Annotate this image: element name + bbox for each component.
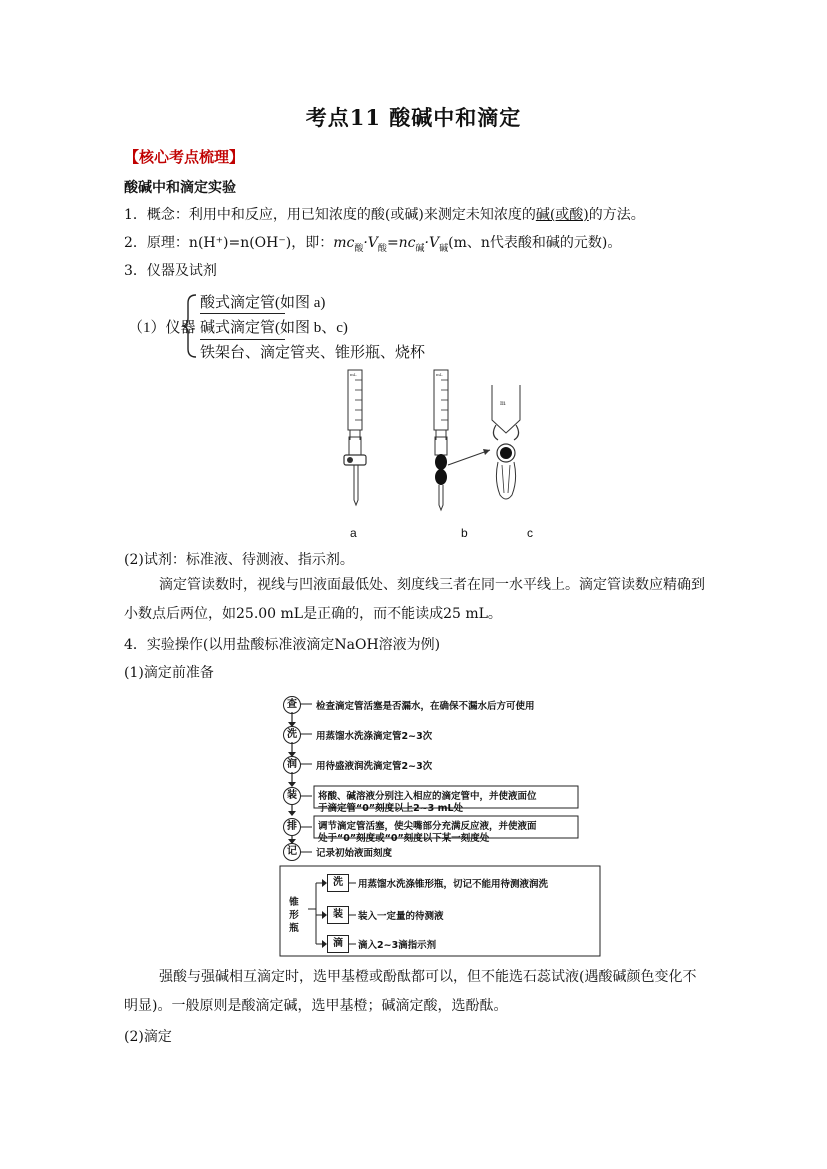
burette-figure xyxy=(330,365,560,525)
item-instruments: 3．仪器及试剂 xyxy=(124,263,217,279)
flask-wash-box: 洗 xyxy=(327,874,349,892)
sub-acid-1: 酸 xyxy=(354,243,364,254)
svg-text:mL: mL xyxy=(436,372,443,377)
indicator-paragraph: 强酸与强碱相互滴定时，选甲基橙或酚酞都可以，但不能选石蕊试液(遇酸碱颜色变化不明显)。一般原则是酸滴定碱，选甲基橙；碱滴定酸，选酚酞。 xyxy=(124,969,697,1014)
formula-v-acid: ·V xyxy=(363,235,378,251)
sub-base-2: 碱 xyxy=(439,243,449,254)
step-fill-circle: 装 xyxy=(283,787,301,805)
formula-v-base: ·V xyxy=(424,235,440,251)
concept-underlined: 碱(或酸) xyxy=(535,207,589,223)
flask-drop-box: 滴 xyxy=(327,935,349,953)
flask-label-3: 瓶 xyxy=(289,923,299,934)
figure-label-a: a xyxy=(350,526,357,540)
figure-label-b: b xyxy=(461,526,468,540)
underline-1 xyxy=(200,313,285,314)
svg-text:m: m xyxy=(500,400,506,407)
figure-label-c: c xyxy=(527,526,533,540)
concept-text: 1．概念：利用中和反应，用已知浓度的酸(或碱)来测定未知浓度的 xyxy=(124,207,536,223)
step-wash-circle: 洗 xyxy=(283,726,301,744)
item-operation: 4．实验操作(以用盐酸标准液滴定NaOH溶液为例) xyxy=(124,637,441,653)
base-burette-drawing xyxy=(434,370,490,510)
note-paragraph: 滴定管读数时，视线与凹液面最低处、刻度线三者在同一水平线上。滴定管读数应精确到小数点后两位，如25.00 mL是正确的，而不能读成25 mL。 xyxy=(124,577,705,622)
prep-heading: (1)滴定前准备 xyxy=(124,665,214,681)
sub-acid-2: 酸 xyxy=(377,243,387,254)
step-record-circle: 记 xyxy=(283,843,301,861)
instrument-base-burette: 碱式滴定管(如图 b、c) xyxy=(200,320,348,336)
item-principle xyxy=(124,233,621,259)
flask-fill-box: 装 xyxy=(327,906,349,924)
step-record-text: 记录初始液面刻度 xyxy=(316,848,393,859)
step-check-text: 检查滴定管活塞是否漏水，在确保不漏水后方可使用 xyxy=(316,701,535,712)
svg-text:mL: mL xyxy=(350,372,357,377)
step-check-circle: 查 xyxy=(283,696,301,714)
item-concept xyxy=(124,205,645,225)
principle-formula: n(H⁺)=n(OH⁻) xyxy=(188,235,292,251)
subtitle: 酸碱中和滴定实验 xyxy=(124,180,236,196)
flask-label-2: 形 xyxy=(289,910,299,921)
flask-label-1: 锥 xyxy=(289,897,299,908)
step-fill-text-1: 将酸、碱溶液分别注入相应的滴定管中，并使液面位 xyxy=(318,791,537,802)
concept-end: 的方法。 xyxy=(588,207,645,223)
principle-end: (m、n代表酸和碱的元数)。 xyxy=(448,235,622,251)
brace-icon xyxy=(180,293,200,359)
acid-burette-drawing xyxy=(344,370,366,505)
principle-label: 2．原理： xyxy=(124,235,189,251)
principle-mid: ，即： xyxy=(291,235,334,251)
step-rinse-circle: 润 xyxy=(283,756,301,774)
flask-wash-text: 用蒸馏水洗涤锥形瓶，切记不能用待测液润洗 xyxy=(358,879,549,890)
step-purge-circle: 排 xyxy=(283,818,301,836)
step-rinse-text: 用待盛液润洗滴定管2~3次 xyxy=(316,761,433,772)
underline-2 xyxy=(200,339,285,340)
magnified-view-drawing xyxy=(492,385,520,499)
section-tag: 【核心考点梳理】 xyxy=(124,148,245,166)
reagents: (2)试剂：标准液、待测液、指示剂。 xyxy=(124,552,354,568)
step-purge-text-1: 调节滴定管活塞，使尖嘴部分充满反应液，并使液面 xyxy=(318,821,537,832)
flask-drop-text: 滴入2~3滴指示剂 xyxy=(358,940,437,951)
page-title: 考点11 酸碱中和滴定 xyxy=(305,105,522,130)
formula-mc: mc xyxy=(333,235,355,251)
sub-base-1: 碱 xyxy=(415,243,425,254)
step-purge-text-2: 处于“0”刻度或“0”刻度以下某一刻度处 xyxy=(318,833,490,844)
flask-fill-text: 装入一定量的待测液 xyxy=(358,911,444,922)
flask-label xyxy=(287,896,301,935)
instrument-acid-burette: 酸式滴定管(如图 a) xyxy=(200,295,326,311)
instrument-others: 铁架台、滴定管夹、锥形瓶、烧杯 xyxy=(200,345,426,361)
formula-nc: =nc xyxy=(386,235,416,251)
instrument-label: （1）仪器 xyxy=(128,320,196,336)
titration-heading: (2)滴定 xyxy=(124,1029,172,1045)
step-fill-text-2: 于滴定管“0”刻度以上2~3 mL处 xyxy=(318,803,464,814)
step-wash-text: 用蒸馏水洗涤滴定管2~3次 xyxy=(316,731,433,742)
